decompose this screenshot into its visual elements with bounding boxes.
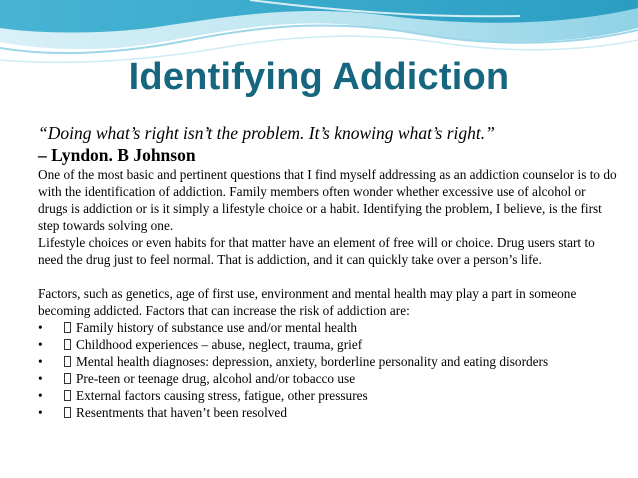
paragraph-2: Lifestyle choices or even habits for that matter have an element of free will or choice. Drug users start to need the drug just to feel normal. That is addiction, and it can quickly take over a person’s life. — [38, 235, 595, 267]
list-item — [38, 353, 618, 370]
slide-title: Identifying Addiction — [128, 56, 510, 98]
list-item — [38, 370, 618, 387]
paragraph-spacer — [38, 268, 618, 285]
missing-glyph-icon — [64, 390, 71, 401]
list-item — [38, 319, 618, 336]
list-item-text: Mental health diagnoses: depression, anxiety, borderline personality and eating disorders — [76, 354, 549, 369]
missing-glyph-icon — [64, 322, 71, 333]
missing-glyph-icon — [64, 339, 71, 350]
bullet-dot: • — [38, 320, 43, 335]
list-item-text: Family history of substance use and/or mental health — [76, 320, 358, 335]
list-item — [38, 404, 618, 421]
bullet-dot: • — [38, 371, 43, 386]
list-item-text: Pre-teen or teenage drug, alcohol and/or tobacco use — [76, 371, 356, 386]
slide-content — [38, 122, 618, 421]
missing-glyph-icon — [64, 407, 71, 418]
quote-author: – Lyndon. B Johnson — [38, 145, 196, 165]
list-item — [38, 336, 618, 353]
bullet-dot: • — [38, 405, 43, 420]
bullet-dot: • — [38, 388, 43, 403]
quote-text: “Doing what’s right isn’t the problem. It’s knowing what’s right.” — [38, 123, 495, 143]
list-item-text: Childhood experiences – abuse, neglect, trauma, grief — [76, 337, 363, 352]
list-item-text: Resentments that haven’t been resolved — [76, 405, 287, 420]
list-item-text: External factors causing stress, fatigue, other pressures — [76, 388, 368, 403]
missing-glyph-icon — [64, 373, 71, 384]
paragraph-1: One of the most basic and pertinent questions that I find myself addressing as an addiction counselor is to do with the identification of addiction. Family members often wonder whether excessive use of alcohol or drugs is addiction or is it simply a lifestyle choice or a habit. Identifying the problem, I believe, is the first step towards solving one. — [38, 167, 617, 233]
missing-glyph-icon — [64, 356, 71, 367]
bullet-dot: • — [38, 354, 43, 369]
risk-factor-list — [38, 319, 618, 421]
bullet-dot: • — [38, 337, 43, 352]
paragraph-3: Factors, such as genetics, age of first use, environment and mental health may play a part in someone becoming addicted. Factors that can increase the risk of addiction are: — [38, 286, 577, 318]
list-item — [38, 387, 618, 404]
